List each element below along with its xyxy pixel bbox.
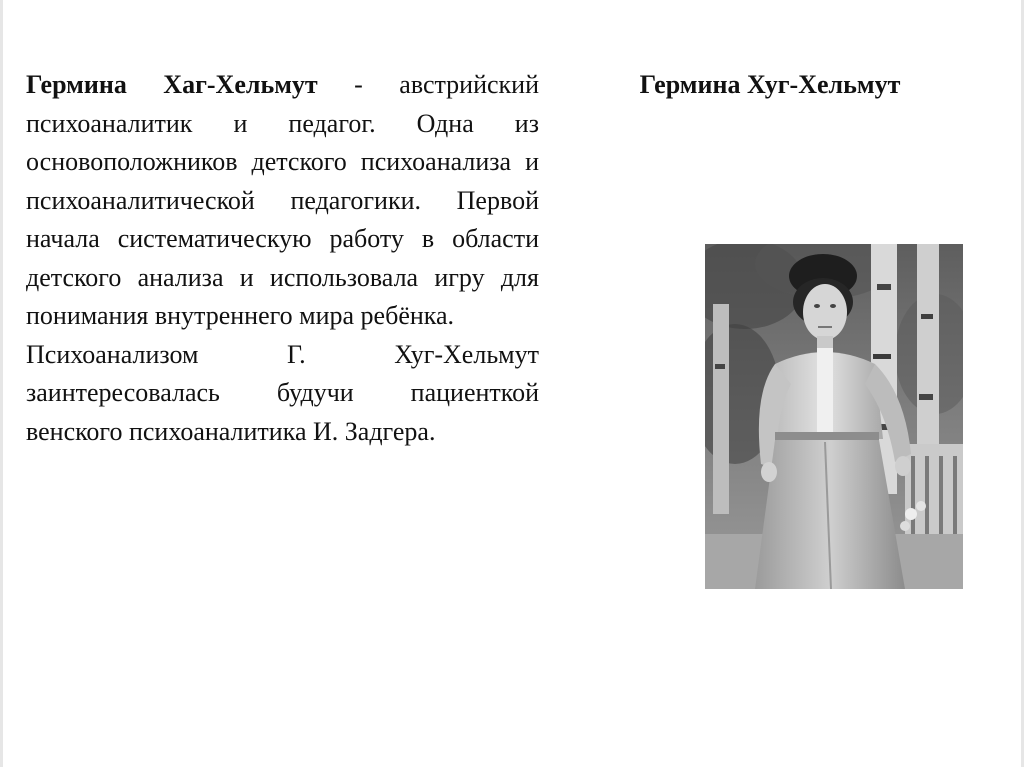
slide-left-edge [0,0,3,767]
photo-caption: Гермина Хуг-Хельмут [639,70,901,99]
biography-paragraph-2: Психоанализом Г. Хуг-Хельмут заинтересовалась будучи пациенткой венского психоаналитика И. Задгера. [26,339,539,446]
portrait-photo [705,244,963,589]
biography-text [26,66,539,451]
biography-paragraph-1 [26,66,539,336]
person-name: Гермина Хаг-Хельмут [26,70,318,99]
biography-paragraph-1-text: - австрийский психоаналитик и педагог. Одна из основоположников детского психоанализа и психоаналитической педагогики. Первой начала систематическую работу в области детского анализа и использовала игру для понимания внутреннего мира ребёнка. [26,70,539,330]
portrait-photo-icon [705,244,963,589]
